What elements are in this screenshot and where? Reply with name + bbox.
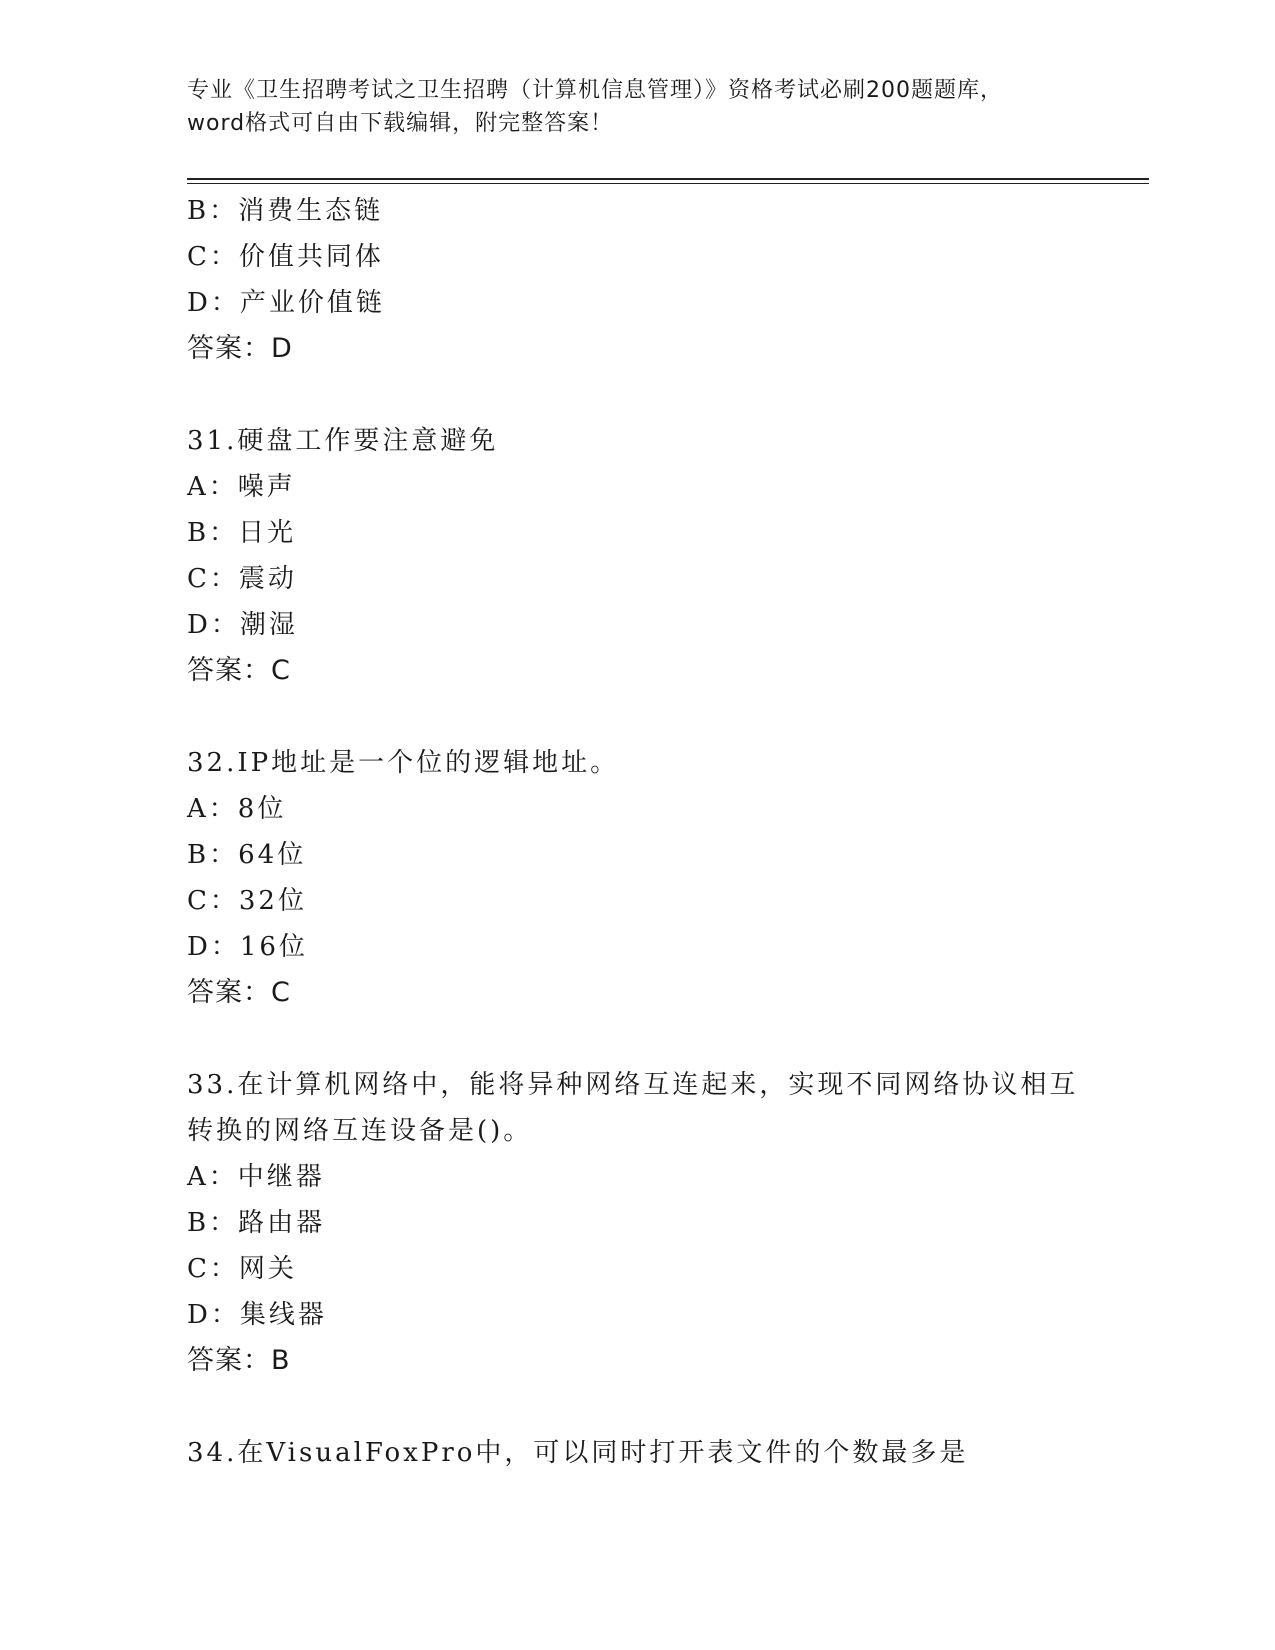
spacer — [187, 1384, 1087, 1430]
option-d: D：16位 — [187, 932, 308, 962]
question-stem-line-2: 转换的网络互连设备是()。 — [187, 1116, 533, 1146]
option-d: D：集线器 — [187, 1300, 327, 1330]
question-stem-line-1: 33.在计算机网络中，能将异种网络互连起来，实现不同网络协议相互 — [187, 1070, 1079, 1100]
question-32 — [187, 740, 1087, 1016]
question-34 — [187, 1430, 1087, 1476]
header-line-2: word格式可自由下载编辑，附完整答案！ — [187, 111, 614, 136]
question-33 — [187, 1062, 1087, 1384]
question-stem: 31.硬盘工作要注意避免 — [187, 426, 499, 456]
question-31 — [187, 418, 1087, 694]
option-b: B：64位 — [187, 840, 307, 870]
option-a: A：噪声 — [187, 472, 296, 502]
header-divider-thin — [187, 183, 1149, 184]
spacer — [187, 1016, 1087, 1062]
option-a: A：中继器 — [187, 1162, 325, 1192]
question-list — [187, 188, 1087, 1476]
prev-question-block — [187, 188, 1087, 372]
option-c: C：网关 — [187, 1254, 297, 1284]
option-b: B：路由器 — [187, 1208, 326, 1238]
option-d: D：产业价值链 — [187, 288, 385, 318]
option-b: B：日光 — [187, 518, 297, 548]
option-c: C：震动 — [187, 564, 297, 594]
option-b: B：消费生态链 — [187, 196, 384, 226]
header-divider-thick — [187, 178, 1149, 180]
option-d: D：潮湿 — [187, 610, 298, 640]
header-line-1: 专业《卫生招聘考试之卫生招聘（计算机信息管理）》资格考试必刷200题题库， — [187, 78, 1003, 103]
answer-label: 答案：D — [187, 333, 293, 364]
option-c: C：32位 — [187, 886, 307, 916]
answer-label: 答案：B — [187, 1345, 291, 1376]
document-header — [187, 74, 1087, 140]
spacer — [187, 372, 1087, 418]
answer-label: 答案：C — [187, 655, 291, 686]
spacer — [187, 694, 1087, 740]
option-c: C：价值共同体 — [187, 242, 384, 272]
answer-label: 答案：C — [187, 977, 291, 1008]
question-stem: 34.在VisualFoxPro中，可以同时打开表文件的个数最多是 — [187, 1438, 969, 1468]
option-a: A：8位 — [187, 794, 287, 824]
question-stem: 32.IP地址是一个位的逻辑地址。 — [187, 748, 620, 778]
